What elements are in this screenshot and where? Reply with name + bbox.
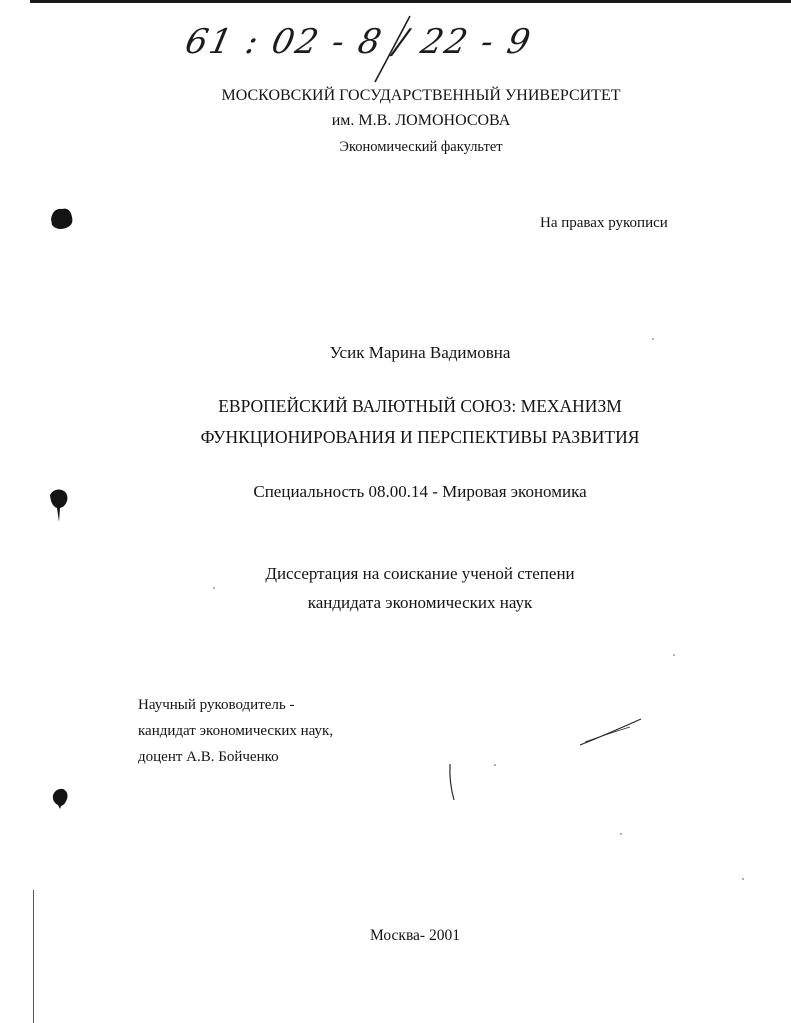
scan-top-border [30, 0, 791, 3]
punch-hole-mark-2 [48, 487, 70, 523]
faculty-name: Экономический факультет [339, 139, 503, 155]
scan-speck [494, 764, 496, 766]
university-name: МОСКОВСКИЙ ГОСУДАРСТВЕННЫЙ УНИВЕРСИТЕТ [221, 87, 621, 104]
thesis-title-line-2: ФУНКЦИОНИРОВАНИЯ И ПЕРСПЕКТИВЫ РАЗВИТИЯ [200, 427, 640, 447]
handwritten-slash-stroke [170, 14, 510, 84]
supervisor-line-2: кандидат экономических наук, [138, 723, 334, 739]
punch-hole-mark-3 [50, 786, 70, 810]
manuscript-rights-note: На правах рукописи [540, 215, 668, 231]
scan-speck [742, 878, 744, 880]
scan-speck [673, 654, 675, 656]
archive-code-handwritten: 61 : 02 - 8 / 22 - 9 [181, 22, 536, 62]
dissertation-line-1: Диссертация на соискание ученой степени [265, 564, 575, 583]
scan-left-edge [33, 890, 34, 1023]
scan-speck [620, 833, 622, 835]
scan-speck [213, 587, 215, 589]
scan-speck [652, 338, 654, 340]
thesis-title-line-1: ЕВРОПЕЙСКИЙ ВАЛЮТНЫЙ СОЮЗ: МЕХАНИЗМ [218, 396, 622, 416]
supervisor-line-1: Научный руководитель - [138, 697, 295, 713]
specialty-line: Специальность 08.00.14 - Мировая экономика [253, 482, 587, 501]
city-year: Москва- 2001 [370, 927, 460, 944]
signature-stroke [575, 715, 645, 750]
author-name: Усик Марина Вадимовна [329, 343, 511, 362]
dissertation-line-2: кандидата экономических наук [307, 593, 533, 612]
pen-mark [447, 762, 459, 802]
university-named-after: им. М.В. ЛОМОНОСОВА [331, 112, 511, 129]
punch-hole-mark-1 [48, 205, 76, 231]
supervisor-line-3: доцент А.В. Бойченко [138, 749, 279, 765]
